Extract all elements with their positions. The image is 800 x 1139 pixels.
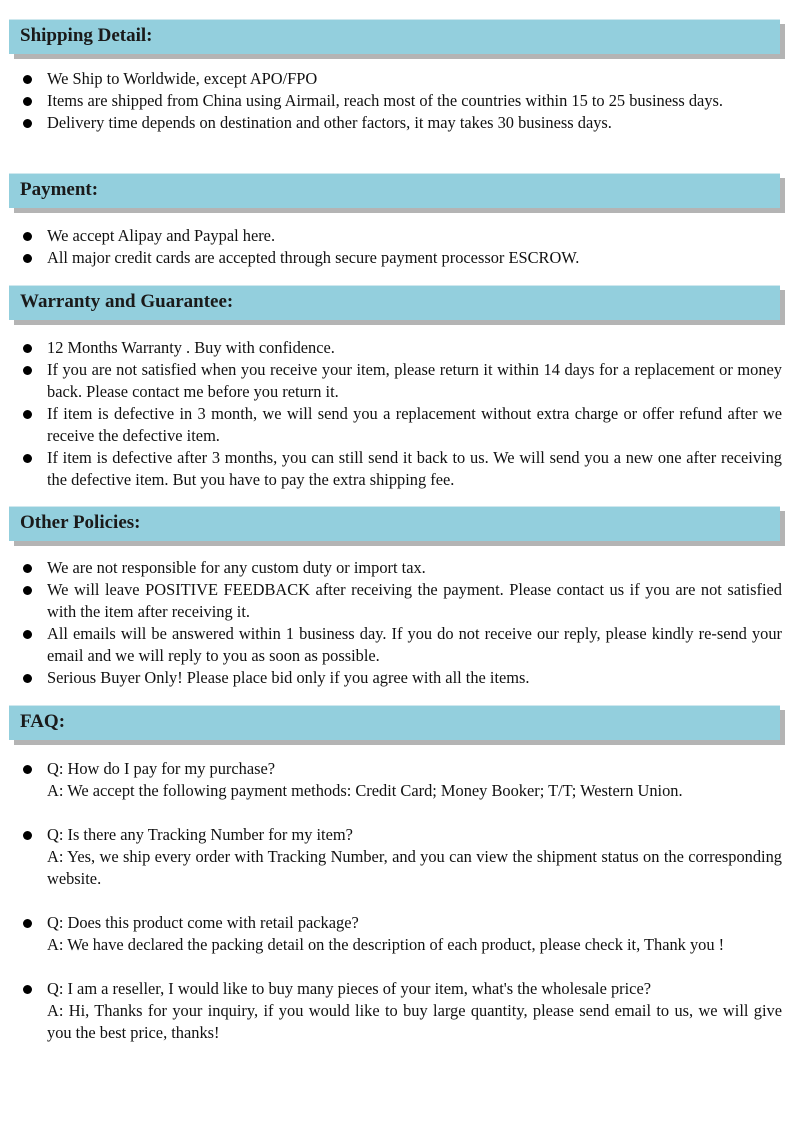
- faq-item: [0, 758, 800, 802]
- bullet-icon: [23, 254, 32, 263]
- bullet-icon: [23, 410, 32, 419]
- bullet-icon: [23, 119, 32, 128]
- list-item: Serious Buyer Only! Please place bid only if you agree with all the items.: [0, 667, 800, 689]
- bullet-icon: [23, 366, 32, 375]
- faq-question: Q: Does this product come with retail package?: [47, 913, 359, 932]
- bullet-icon: [23, 344, 32, 353]
- faq-question: Q: Is there any Tracking Number for my item?: [47, 825, 353, 844]
- faq-answer: A: Hi, Thanks for your inquiry, if you would like to buy large quantity, please send email to us, we will give you the best price, thanks!: [47, 1001, 782, 1042]
- faq-answer: A: Yes, we ship every order with Tracking Number, and you can view the shipment status on the corresponding website.: [47, 847, 782, 888]
- section-title: Shipping Detail:: [20, 25, 153, 46]
- bullet-icon: [23, 454, 32, 463]
- faq-answer: A: We accept the following payment methods: Credit Card; Money Booker; T/T; Western Union.: [47, 781, 683, 800]
- list-item: All major credit cards are accepted through secure payment processor ESCROW.: [0, 247, 800, 269]
- shipping-list: [0, 68, 800, 134]
- bullet-icon: [23, 765, 32, 774]
- bullet-icon: [23, 985, 32, 994]
- bullet-icon: [23, 75, 32, 84]
- section-header-other-policies: [9, 506, 780, 541]
- faq-item: [0, 912, 800, 956]
- section-header-warranty: [9, 285, 780, 320]
- bullet-icon: [23, 630, 32, 639]
- list-item: We accept Alipay and Paypal here.: [0, 225, 800, 247]
- list-item: We are not responsible for any custom duty or import tax.: [0, 557, 800, 579]
- section-header-faq: [9, 705, 780, 740]
- faq-item: [0, 978, 800, 1044]
- list-item: We Ship to Worldwide, except APO/FPO: [0, 68, 800, 90]
- section-title: Other Policies:: [20, 512, 141, 533]
- list-item: If you are not satisfied when you receive your item, please return it within 14 days for a replacement or money back. Please contact me before you return it.: [0, 359, 800, 403]
- faq-item: [0, 824, 800, 890]
- policies-list: [0, 557, 800, 689]
- section-title: Payment:: [20, 179, 99, 200]
- faq-question: Q: I am a reseller, I would like to buy many pieces of your item, what's the wholesale price?: [47, 979, 652, 998]
- list-item: Delivery time depends on destination and other factors, it may takes 30 business days.: [0, 112, 800, 134]
- faq-list: [0, 758, 800, 1066]
- bullet-icon: [23, 232, 32, 241]
- section-title: Warranty and Guarantee:: [20, 291, 234, 312]
- bullet-icon: [23, 674, 32, 683]
- bullet-icon: [23, 831, 32, 840]
- section-header-shipping: [9, 19, 780, 54]
- list-item: We will leave POSITIVE FEEDBACK after receiving the payment. Please contact us if you are not satisfied with the item after receiving it.: [0, 579, 800, 623]
- faq-question: Q: How do I pay for my purchase?: [47, 759, 276, 778]
- list-item: 12 Months Warranty . Buy with confidence.: [0, 337, 800, 359]
- bullet-icon: [23, 97, 32, 106]
- section-header-payment: [9, 173, 780, 208]
- list-item: If item is defective after 3 months, you can still send it back to us. We will send you a new one after receiving the defective item. But you have to pay the extra shipping fee.: [0, 447, 800, 491]
- list-item: Items are shipped from China using Airmail, reach most of the countries within 15 to 25 business days.: [0, 90, 800, 112]
- list-item: If item is defective in 3 month, we will send you a replacement without extra charge or offer refund after we receive the defective item.: [0, 403, 800, 447]
- payment-list: [0, 225, 800, 269]
- bullet-icon: [23, 586, 32, 595]
- bullet-icon: [23, 919, 32, 928]
- faq-answer: A: We have declared the packing detail on the description of each product, please check it, Thank you !: [47, 935, 725, 954]
- section-title: FAQ:: [20, 711, 66, 732]
- bullet-icon: [23, 564, 32, 573]
- warranty-list: [0, 337, 800, 491]
- list-item: All emails will be answered within 1 business day. If you do not receive our reply, please kindly re-send your email and we will reply to you as soon as possible.: [0, 623, 800, 667]
